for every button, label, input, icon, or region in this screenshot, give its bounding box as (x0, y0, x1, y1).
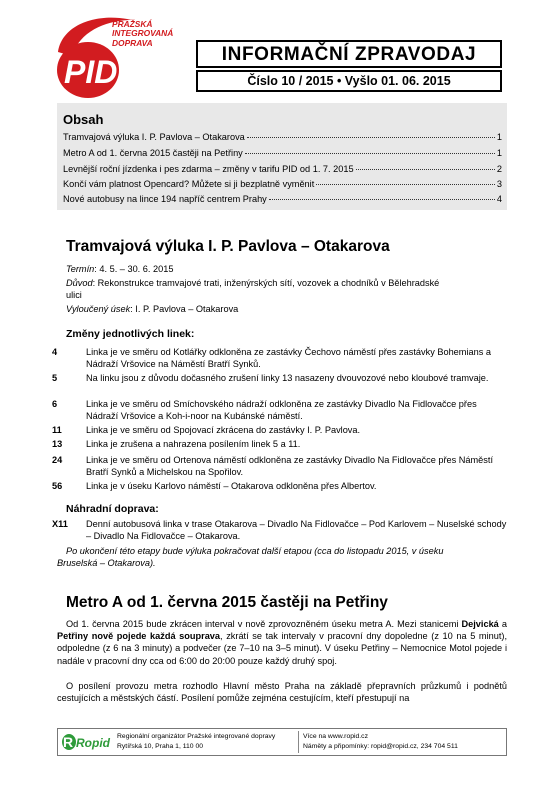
reason-line-cont: ulici (66, 290, 82, 300)
note-line: Po ukončení této etapy bude výluka pokračovat další etapou (cca do listopadu 2015, v úseku (66, 546, 444, 556)
toc-item-text: Nové autobusy na lince 194 napříč centrem Prahy (63, 194, 267, 204)
toc-item-text: Končí vám platnost Opencard? Můžete si ji bezplatně vyměnit (63, 179, 315, 189)
toc-page-number: 1 (496, 148, 502, 158)
route-number: 24 (52, 455, 63, 465)
note-line: Bruselská – Otakarova). (57, 558, 156, 568)
org-line: INTEGROVANÁ (112, 28, 174, 39)
footer-web-link[interactable]: Více na www.ropid.cz (303, 733, 368, 740)
paragraph-text: a (498, 619, 507, 629)
ropid-logo (61, 732, 111, 752)
route-number: 11 (52, 425, 62, 435)
route-number: 6 (52, 399, 58, 409)
route-text: Na linku jsou z důvodu dočasného zrušení linky 13 nasazeny dvouvozové nebo kloubové tramvaje. (86, 373, 489, 383)
toc-page-number: 4 (496, 194, 502, 204)
toc-page-number: 1 (496, 132, 502, 142)
article-heading: Tramvajová výluka I. P. Pavlova – Otakarova (66, 238, 390, 255)
footer-line: Regionální organizátor Pražské integrované dopravy (117, 733, 276, 740)
route-item (52, 372, 507, 384)
changes-heading: Změny jednotlivých linek: (66, 328, 195, 340)
newsletter-title: INFORMAČNÍ ZPRAVODAJ (196, 40, 502, 68)
toc-leader (356, 169, 495, 170)
org-line: PRAŽSKÁ (112, 19, 153, 29)
toc-leader (247, 137, 495, 138)
toc-item[interactable] (63, 163, 502, 176)
toc-leader (269, 199, 495, 200)
toc-leader (316, 184, 495, 185)
organization-name (112, 20, 202, 48)
paragraph-text: Od 1. června 2015 bude zkrácen interval v nově zprovozněném úseku metra A. Mezi stanicemi (66, 619, 462, 629)
route-text: Linka je zrušena a nahrazena posílením linek 5 a 11. (86, 439, 301, 449)
footer-contact (303, 732, 503, 752)
toc-leader (245, 153, 495, 154)
toc-item-text: Levnější roční jízdenka i pes zdarma – změny v tarifu PID od 1. 7. 2015 (63, 164, 354, 174)
section-label: Vyloučený úsek (66, 304, 131, 314)
term-label: Termín (66, 264, 95, 274)
reason-value: : Rekonstrukce tramvajové trati, inženýrských sítí, vozovek a chodníků v Bělehradské (92, 278, 440, 288)
term-line (66, 264, 173, 274)
route-text: Linka je ve směru od Spojovací zkrácena do zastávky I. P. Pavlova. (86, 425, 361, 435)
route-item (52, 438, 507, 450)
replacement-text: Denní autobusová linka v trase Otakarova – Divadlo Na Fidlovačce – Pod Karlovem – Nuselské schody – Divadlo Na Fidlovačce – Otakarova. (86, 519, 507, 542)
article-heading: Metro A od 1. června 2015 častěji na Petřiny (66, 594, 388, 611)
paragraph-bold-text: Dejvická (461, 619, 499, 629)
term-value: : 4. 5. – 30. 6. 2015 (94, 264, 174, 274)
toc-item-text: Metro A od 1. června 2015 častěji na Petřiny (63, 148, 243, 158)
route-number: 56 (52, 481, 63, 491)
route-number: 5 (52, 373, 58, 383)
org-line: DOPRAVA (112, 37, 153, 48)
replacement-heading: Náhradní doprava: (66, 503, 159, 515)
toc-item[interactable] (63, 178, 502, 191)
ropid-logo-text: Ropid (76, 736, 110, 750)
footer-address (117, 732, 297, 752)
article-paragraph: O posílení provozu metra rozhodlo Hlavní město Praha na základě přepravních průzkumů i podnětů cestujících a městských částí. Posílení pomůže zejména cestujícím, kteří přestupují na (57, 681, 507, 704)
toc-title: Obsah (63, 112, 104, 127)
reason-line (66, 278, 439, 288)
toc-item[interactable] (63, 131, 502, 144)
svg-text:R: R (63, 734, 74, 750)
paragraph-text: , zkrátí se tak intervaly v pracovní dny dopoledne (z 10 na 5 minut), odpoledne (z 6 na 3 minuty) a podvečer (ze 7–10 na 3–5 minut). V úseku Petřiny – Nemocnice Motol pojede i nadále v pracovní dny cca od 6:00 do 20:00 pouze každý druhý spoj. (57, 631, 507, 666)
toc-page-number: 3 (496, 179, 502, 189)
section-value: : I. P. Pavlova – Otakarova (130, 304, 239, 314)
route-number: 4 (52, 347, 58, 357)
route-item (52, 398, 507, 423)
route-item (52, 480, 507, 492)
footer-divider (298, 731, 299, 753)
route-text: Linka je ve směru od Ortenova náměstí odkloněna ze zastávky Divadlo Na Fidlovačce přes Náměstí Bratří Synků a Michelskou na Spořilov. (86, 455, 493, 478)
reason-label: Důvod (66, 278, 93, 288)
replacement-item (52, 518, 507, 543)
route-text: Linka je ve směru od Kotlářky odkloněna ze zastávky Čechovo náměstí přes zastávky Bohemians a Nádraží Vršovice na Náměstí Bratří Synků. (86, 347, 491, 370)
paragraph-bold-text: Petřiny nově pojede každá souprava (57, 631, 221, 642)
issue-line: Číslo 10 / 2015 • Vyšlo 01. 06. 2015 (196, 70, 502, 92)
footer-email-link[interactable]: Náměty a připomínky: ropid@ropid.cz, 234 704 511 (303, 743, 458, 750)
footer-line: Rytířská 10, Praha 1, 110 00 (117, 743, 204, 750)
article-paragraph (57, 618, 507, 667)
replacement-number: X11 (52, 519, 68, 529)
toc-item-text: Tramvajová výluka I. P. Pavlova – Otakarova (63, 132, 245, 142)
toc-page-number: 2 (496, 164, 502, 174)
logo-letters: PID (64, 54, 118, 90)
route-text: Linka je v úseku Karlovo náměstí – Otakarova odkloněna přes Albertov. (86, 481, 377, 491)
route-number: 13 (52, 439, 63, 449)
toc-item[interactable] (63, 193, 502, 206)
route-item (52, 424, 507, 436)
route-item (52, 346, 507, 371)
route-text: Linka je ve směru od Smíchovského nádraží odkloněna ze zastávky Divadlo Na Fidlovačce přes Nádraží Vršovice a Koh-i-noor na Kubánské náměstí. (86, 399, 477, 422)
toc-item[interactable] (63, 147, 502, 160)
route-item (52, 454, 507, 479)
section-line (66, 304, 238, 314)
